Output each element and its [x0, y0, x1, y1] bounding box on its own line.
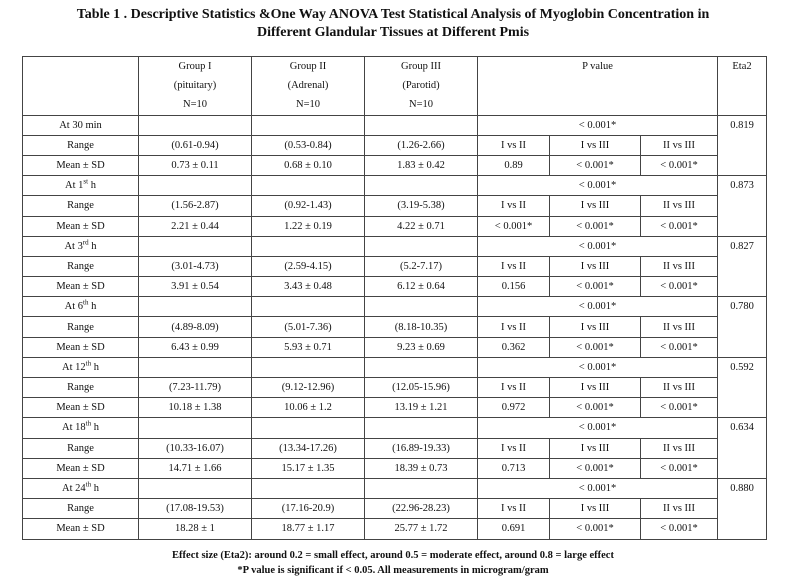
range-value-group-3: (16.89-19.33)	[365, 438, 478, 458]
mean-sd-value-group-2: 3.43 ± 0.48	[252, 277, 365, 297]
mean-sd-value-group-3: 25.77 ± 1.72	[365, 519, 478, 539]
mean-sd-label: Mean ± SD	[23, 398, 139, 418]
mean-sd-row	[23, 337, 767, 357]
header-group-3-tissue: (Parotid)	[365, 76, 478, 95]
time-label: At 18	[62, 422, 86, 434]
time-label-row	[23, 115, 767, 135]
empty-cell	[365, 176, 478, 196]
empty-cell	[252, 297, 365, 317]
time-label: At 12	[62, 361, 86, 373]
empty-cell	[252, 115, 365, 135]
mean-sd-value-group-3: 13.19 ± 1.21	[365, 398, 478, 418]
empty-cell	[365, 236, 478, 256]
range-value-group-1: (4.89-8.09)	[139, 317, 252, 337]
empty-cell	[139, 418, 252, 438]
time-label-cell	[23, 478, 139, 498]
comparison-i-vs-iii-label: I vs III	[550, 256, 641, 276]
eta2-value: 0.873	[718, 176, 767, 237]
time-label-suffix-sup: th	[85, 359, 92, 368]
header-group-2-name: Group II	[252, 57, 365, 77]
header-group-2-tissue: (Adrenal)	[252, 76, 365, 95]
time-label-row	[23, 357, 767, 377]
mean-sd-value-group-1: 2.21 ± 0.44	[139, 216, 252, 236]
range-value-group-3: (3.19-5.38)	[365, 196, 478, 216]
range-label: Range	[23, 317, 139, 337]
time-label-unit: h	[91, 483, 99, 495]
comparison-ii-vs-iii-label: II vs III	[641, 438, 718, 458]
empty-cell	[252, 478, 365, 498]
empty-cell	[365, 418, 478, 438]
mean-sd-value-group-3: 18.39 ± 0.73	[365, 458, 478, 478]
header-group-1-n: N=10	[139, 95, 252, 115]
footer-effect-size-note: Effect size (Eta2): around 0.2 = small effect, around 0.5 = moderate effect, around 0.8 = large effect	[172, 550, 614, 561]
anova-p-value: < 0.001*	[478, 115, 718, 135]
mean-sd-value-group-2: 18.77 ± 1.17	[252, 519, 365, 539]
title-line-2: Different Glandular Tissues at Different Pmis	[256, 25, 530, 40]
comparison-i-vs-iii-label: I vs III	[550, 438, 641, 458]
empty-cell	[252, 176, 365, 196]
mean-sd-row	[23, 458, 767, 478]
mean-sd-value-group-3: 4.22 ± 0.71	[365, 216, 478, 236]
comparison-i-vs-ii-label: I vs II	[478, 196, 550, 216]
range-label: Range	[23, 499, 139, 519]
time-label: At 30 min	[59, 119, 102, 131]
range-label: Range	[23, 438, 139, 458]
time-label-cell	[23, 115, 139, 135]
range-label: Range	[23, 378, 139, 398]
empty-cell	[365, 357, 478, 377]
header-group-3-name: Group III	[365, 57, 478, 77]
time-label-suffix-sup: rd	[82, 238, 89, 247]
range-value-group-2: (17.16-20.9)	[252, 499, 365, 519]
statistics-table	[22, 56, 767, 540]
range-row	[23, 135, 767, 155]
eta2-value: 0.780	[718, 297, 767, 358]
header-group-3-n: N=10	[365, 95, 478, 115]
mean-sd-value-group-1: 14.71 ± 1.66	[139, 458, 252, 478]
time-label-row	[23, 176, 767, 196]
comparison-i-vs-iii-label: I vs III	[550, 378, 641, 398]
range-value-group-3: (12.05-15.96)	[365, 378, 478, 398]
comparison-i-vs-ii-label: I vs II	[478, 499, 550, 519]
p-value-i-vs-ii: 0.972	[478, 398, 550, 418]
range-value-group-1: (10.33-16.07)	[139, 438, 252, 458]
range-label: Range	[23, 256, 139, 276]
mean-sd-value-group-1: 18.28 ± 1	[139, 519, 252, 539]
empty-cell	[139, 115, 252, 135]
comparison-ii-vs-iii-label: II vs III	[641, 378, 718, 398]
range-value-group-2: (9.12-12.96)	[252, 378, 365, 398]
empty-cell	[139, 478, 252, 498]
range-value-group-3: (8.18-10.35)	[365, 317, 478, 337]
mean-sd-value-group-2: 15.17 ± 1.35	[252, 458, 365, 478]
anova-p-value: < 0.001*	[478, 478, 718, 498]
time-label-suffix-sup: st	[83, 177, 89, 186]
empty-cell	[365, 297, 478, 317]
empty-cell	[365, 478, 478, 498]
p-value-i-vs-iii: < 0.001*	[550, 458, 641, 478]
p-value-ii-vs-iii: < 0.001*	[641, 155, 718, 175]
comparison-ii-vs-iii-label: II vs III	[641, 196, 718, 216]
mean-sd-label: Mean ± SD	[23, 337, 139, 357]
comparison-ii-vs-iii-label: II vs III	[641, 135, 718, 155]
comparison-i-vs-ii-label: I vs II	[478, 438, 550, 458]
empty-cell	[139, 176, 252, 196]
table-footer	[0, 548, 786, 578]
mean-sd-row	[23, 216, 767, 236]
range-row	[23, 499, 767, 519]
footer-significance-note: *P value is significant if < 0.05. All measurements in microgram/gram	[237, 565, 549, 576]
p-value-i-vs-ii: 0.156	[478, 277, 550, 297]
p-value-i-vs-iii: < 0.001*	[550, 337, 641, 357]
mean-sd-value-group-1: 3.91 ± 0.54	[139, 277, 252, 297]
p-value-i-vs-ii: 0.89	[478, 155, 550, 175]
range-value-group-3: (1.26-2.66)	[365, 135, 478, 155]
empty-cell	[365, 115, 478, 135]
eta2-value: 0.827	[718, 236, 767, 297]
mean-sd-value-group-3: 9.23 ± 0.69	[365, 337, 478, 357]
range-value-group-2: (13.34-17.26)	[252, 438, 365, 458]
range-value-group-1: (1.56-2.87)	[139, 196, 252, 216]
anova-p-value: < 0.001*	[478, 418, 718, 438]
time-label-row	[23, 478, 767, 498]
mean-sd-row	[23, 155, 767, 175]
range-label: Range	[23, 196, 139, 216]
range-row	[23, 438, 767, 458]
mean-sd-row	[23, 277, 767, 297]
header-group-2-n: N=10	[252, 95, 365, 115]
header-eta2: Eta2	[718, 57, 767, 116]
time-label: At 24	[62, 483, 86, 495]
empty-cell	[139, 357, 252, 377]
range-value-group-2: (2.59-4.15)	[252, 256, 365, 276]
p-value-ii-vs-iii: < 0.001*	[641, 216, 718, 236]
range-value-group-2: (0.92-1.43)	[252, 196, 365, 216]
time-label-unit: h	[88, 180, 96, 192]
p-value-i-vs-iii: < 0.001*	[550, 216, 641, 236]
range-row	[23, 317, 767, 337]
range-label: Range	[23, 135, 139, 155]
p-value-ii-vs-iii: < 0.001*	[641, 337, 718, 357]
comparison-i-vs-iii-label: I vs III	[550, 135, 641, 155]
time-label-row	[23, 236, 767, 256]
p-value-i-vs-iii: < 0.001*	[550, 519, 641, 539]
range-value-group-1: (3.01-4.73)	[139, 256, 252, 276]
anova-p-value: < 0.001*	[478, 176, 718, 196]
comparison-i-vs-iii-label: I vs III	[550, 317, 641, 337]
range-value-group-3: (22.96-28.23)	[365, 499, 478, 519]
eta2-value: 0.819	[718, 115, 767, 176]
range-row	[23, 256, 767, 276]
time-label-cell	[23, 357, 139, 377]
eta2-value: 0.634	[718, 418, 767, 479]
time-label-cell	[23, 176, 139, 196]
time-label-suffix-sup: th	[85, 480, 92, 489]
mean-sd-label: Mean ± SD	[23, 155, 139, 175]
comparison-i-vs-iii-label: I vs III	[550, 499, 641, 519]
empty-cell	[139, 236, 252, 256]
comparison-i-vs-ii-label: I vs II	[478, 135, 550, 155]
time-label: At 6	[64, 301, 84, 313]
time-label: At 3	[64, 240, 83, 252]
mean-sd-value-group-2: 5.93 ± 0.71	[252, 337, 365, 357]
anova-p-value: < 0.001*	[478, 297, 718, 317]
range-value-group-3: (5.2-7.17)	[365, 256, 478, 276]
p-value-i-vs-ii: 0.362	[478, 337, 550, 357]
comparison-i-vs-ii-label: I vs II	[478, 378, 550, 398]
anova-p-value: < 0.001*	[478, 357, 718, 377]
table-title	[0, 6, 786, 42]
mean-sd-value-group-2: 1.22 ± 0.19	[252, 216, 365, 236]
header-group-1-tissue: (pituitary)	[139, 76, 252, 95]
time-label-unit: h	[91, 422, 99, 434]
time-label-row	[23, 297, 767, 317]
range-value-group-2: (0.53-0.84)	[252, 135, 365, 155]
p-value-ii-vs-iii: < 0.001*	[641, 277, 718, 297]
mean-sd-row	[23, 519, 767, 539]
time-label-cell	[23, 297, 139, 317]
title-line-1: Table 1 . Descriptive Statistics &One Way ANOVA Test Statistical Analysis of Myoglobin Concentration in	[76, 7, 710, 22]
time-label-cell	[23, 418, 139, 438]
mean-sd-row	[23, 398, 767, 418]
p-value-i-vs-ii: 0.713	[478, 458, 550, 478]
mean-sd-value-group-3: 1.83 ± 0.42	[365, 155, 478, 175]
time-label-suffix-sup: th	[83, 298, 89, 307]
header-blank-cell	[23, 57, 139, 116]
mean-sd-value-group-1: 6.43 ± 0.99	[139, 337, 252, 357]
mean-sd-label: Mean ± SD	[23, 458, 139, 478]
range-row	[23, 378, 767, 398]
time-label-cell	[23, 236, 139, 256]
mean-sd-label: Mean ± SD	[23, 216, 139, 236]
mean-sd-label: Mean ± SD	[23, 519, 139, 539]
comparison-i-vs-iii-label: I vs III	[550, 196, 641, 216]
time-label-unit: h	[91, 361, 99, 373]
comparison-ii-vs-iii-label: II vs III	[641, 499, 718, 519]
p-value-ii-vs-iii: < 0.001*	[641, 398, 718, 418]
empty-cell	[252, 357, 365, 377]
eta2-value: 0.880	[718, 478, 767, 539]
p-value-ii-vs-iii: < 0.001*	[641, 519, 718, 539]
range-row	[23, 196, 767, 216]
time-label-suffix-sup: th	[85, 419, 92, 428]
mean-sd-value-group-1: 10.18 ± 1.38	[139, 398, 252, 418]
p-value-i-vs-iii: < 0.001*	[550, 398, 641, 418]
comparison-i-vs-ii-label: I vs II	[478, 256, 550, 276]
comparison-i-vs-ii-label: I vs II	[478, 317, 550, 337]
header-p-value: P value	[478, 57, 718, 116]
eta2-value: 0.592	[718, 357, 767, 418]
empty-cell	[139, 297, 252, 317]
mean-sd-value-group-1: 0.73 ± 0.11	[139, 155, 252, 175]
range-value-group-2: (5.01-7.36)	[252, 317, 365, 337]
empty-cell	[252, 236, 365, 256]
time-label-unit: h	[88, 301, 97, 313]
header-group-1-name: Group I	[139, 57, 252, 77]
mean-sd-value-group-2: 10.06 ± 1.2	[252, 398, 365, 418]
mean-sd-value-group-3: 6.12 ± 0.64	[365, 277, 478, 297]
p-value-i-vs-ii: 0.691	[478, 519, 550, 539]
empty-cell	[252, 418, 365, 438]
range-value-group-1: (0.61-0.94)	[139, 135, 252, 155]
range-value-group-1: (17.08-19.53)	[139, 499, 252, 519]
range-value-group-1: (7.23-11.79)	[139, 378, 252, 398]
p-value-i-vs-iii: < 0.001*	[550, 155, 641, 175]
mean-sd-value-group-2: 0.68 ± 0.10	[252, 155, 365, 175]
mean-sd-label: Mean ± SD	[23, 277, 139, 297]
time-label: At 1	[65, 180, 84, 192]
p-value-i-vs-ii: < 0.001*	[478, 216, 550, 236]
anova-p-value: < 0.001*	[478, 236, 718, 256]
p-value-i-vs-iii: < 0.001*	[550, 277, 641, 297]
time-label-unit: h	[88, 240, 97, 252]
comparison-ii-vs-iii-label: II vs III	[641, 317, 718, 337]
p-value-ii-vs-iii: < 0.001*	[641, 458, 718, 478]
comparison-ii-vs-iii-label: II vs III	[641, 256, 718, 276]
header-row-1	[23, 57, 767, 77]
time-label-row	[23, 418, 767, 438]
